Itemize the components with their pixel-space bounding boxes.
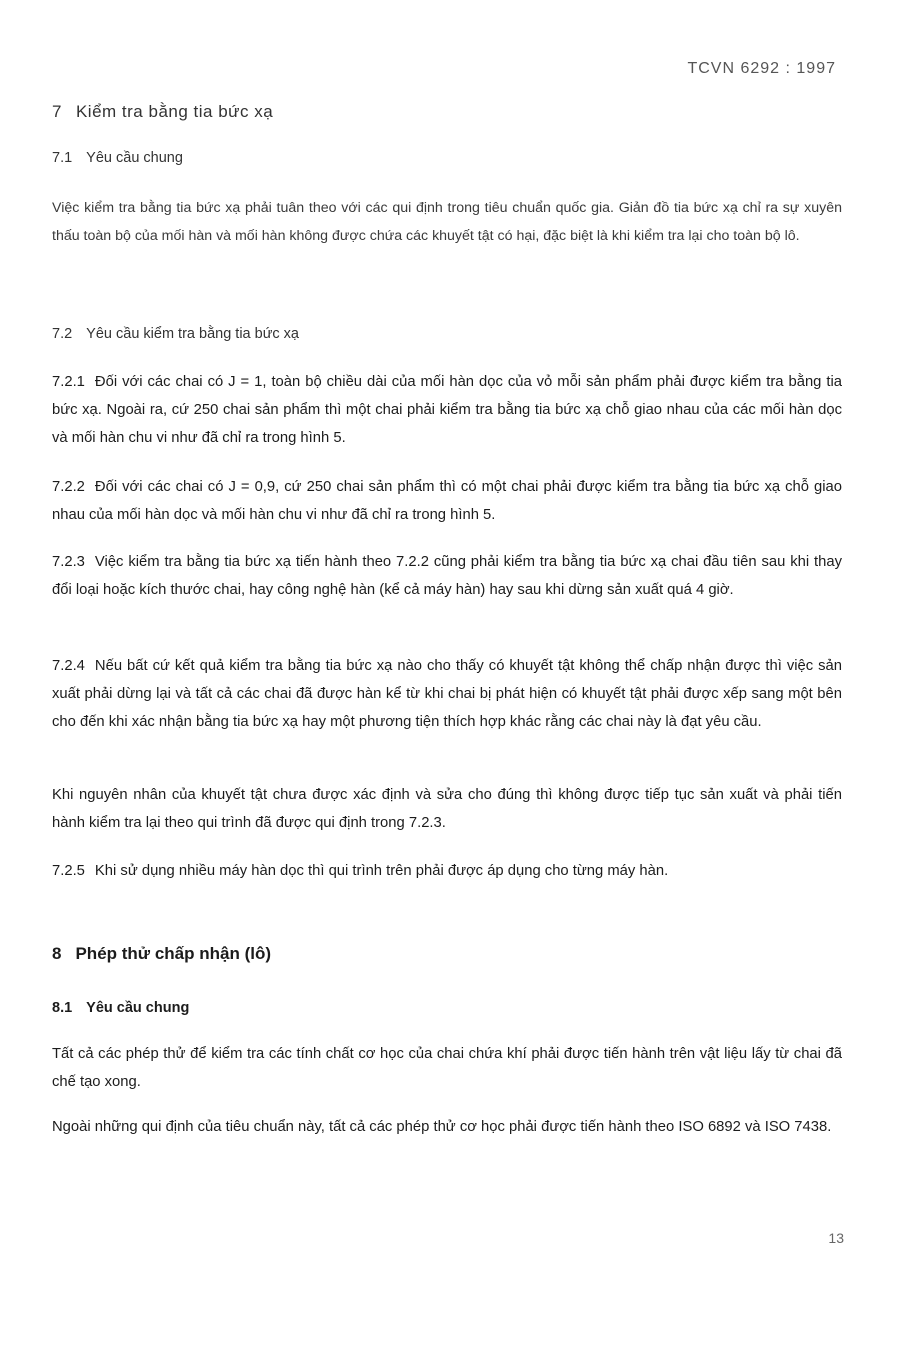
clause-7-2-4-paragraph-2: Khi nguyên nhân của khuyết tật chưa được xác định và sửa cho đúng thì không được tiếp tục sản xuất và phải tiến hành kiểm tra lại theo qui trình đã được qui định trong 7.2.3. bbox=[52, 787, 842, 831]
clause-7-2-5-text: Khi sử dụng nhiều máy hàn dọc thì qui trình trên phải được áp dụng cho từng máy hàn. bbox=[94, 863, 669, 879]
section-7-2-heading bbox=[52, 326, 299, 342]
section-7-number: 7 bbox=[52, 102, 62, 121]
clause-7-2-3-text: Việc kiểm tra bằng tia bức xạ tiến hành theo 7.2.2 cũng phải kiểm tra bằng tia bức xạ chai đầu tiên sau khi thay đổi loại hoặc kích thước chai, hay công nghệ hàn (kể cả máy hàn) hay sau khi dừng sản xuất quá 4 giờ. bbox=[52, 554, 842, 598]
page-number: 13 bbox=[828, 1230, 844, 1246]
section-7-1-title: Yêu cầu chung bbox=[86, 150, 183, 166]
section-7-title: Kiểm tra bằng tia bức xạ bbox=[75, 102, 274, 121]
section-8-1-heading bbox=[52, 1000, 189, 1016]
clause-7-2-2 bbox=[52, 473, 842, 529]
standard-code: TCVN 6292 : 1997 bbox=[687, 60, 836, 77]
clause-7-2-4 bbox=[52, 652, 842, 736]
section-8-title: Phép thử chấp nhận (lô) bbox=[75, 944, 271, 963]
section-7-2-number: 7.2 bbox=[52, 326, 73, 342]
section-7-1-number: 7.1 bbox=[52, 150, 73, 166]
section-8-1-title: Yêu cầu chung bbox=[86, 1000, 190, 1016]
clause-7-2-4-number: 7.2.4 bbox=[52, 658, 85, 674]
section-8-1-number: 8.1 bbox=[52, 1000, 73, 1016]
section-7-2-title: Yêu cầu kiểm tra bằng tia bức xạ bbox=[86, 326, 299, 342]
section-8-1-paragraph-1: Tất cả các phép thử để kiểm tra các tính chất cơ học của chai chứa khí phải được tiến hành trên vật liệu lấy từ chai đã chế tạo xong. bbox=[52, 1046, 842, 1090]
section-7-1-heading bbox=[52, 150, 183, 166]
clause-7-2-3 bbox=[52, 548, 842, 604]
clause-7-2-5 bbox=[52, 857, 842, 885]
clause-7-2-1-number: 7.2.1 bbox=[52, 374, 85, 390]
section-8-number: 8 bbox=[52, 944, 62, 963]
section-7-heading bbox=[52, 102, 273, 122]
clause-7-2-3-number: 7.2.3 bbox=[52, 554, 85, 570]
clause-7-2-4-text: Nếu bất cứ kết quả kiểm tra bằng tia bức xạ nào cho thấy có khuyết tật không thể chấp nhận được thì việc sản xuất phải dừng lại và tất cả các chai đã được hàn kể từ khi chai bị phát hiện có khuyết tật phải được xếp sang một bên cho đến khi xác nhận bằng tia bức xạ hay một phương tiện thích hợp khác rằng các chai này là đạt yêu cầu. bbox=[52, 658, 842, 730]
clause-7-2-1 bbox=[52, 368, 842, 452]
section-7-1-paragraph: Việc kiểm tra bằng tia bức xạ phải tuân theo với các qui định trong tiêu chuẩn quốc gia. Giản đồ tia bức xạ chỉ ra sự xuyên thấu toàn bộ của mối hàn và mối hàn không được chứa các khuyết tật có hại, đặc biệt là khi kiểm tra lại cho toàn bộ lô. bbox=[52, 200, 842, 244]
section-8-1-paragraph-2: Ngoài những qui định của tiêu chuẩn này, tất cả các phép thử cơ học phải được tiến hành theo ISO 6892 và ISO 7438. bbox=[52, 1119, 832, 1135]
clause-7-2-1-text: Đối với các chai có J = 1, toàn bộ chiều dài của mối hàn dọc của vỏ mỗi sản phẩm phải được kiểm tra bằng tia bức xạ. Ngoài ra, cứ 250 chai sản phẩm thì một chai phải kiểm tra bằng tia bức xạ chỗ giao nhau của các mối hàn dọc và mối hàn chu vi như đã chỉ ra trong hình 5. bbox=[52, 374, 842, 446]
section-8-heading bbox=[52, 944, 271, 964]
clause-7-2-2-number: 7.2.2 bbox=[52, 479, 85, 495]
clause-7-2-5-number: 7.2.5 bbox=[52, 863, 85, 879]
clause-7-2-2-text: Đối với các chai có J = 0,9, cứ 250 chai sản phẩm thì có một chai phải được kiểm tra bằng tia bức xạ chỗ giao nhau của mối hàn dọc và mối hàn chu vi như đã chỉ ra trong hình 5. bbox=[52, 479, 842, 523]
